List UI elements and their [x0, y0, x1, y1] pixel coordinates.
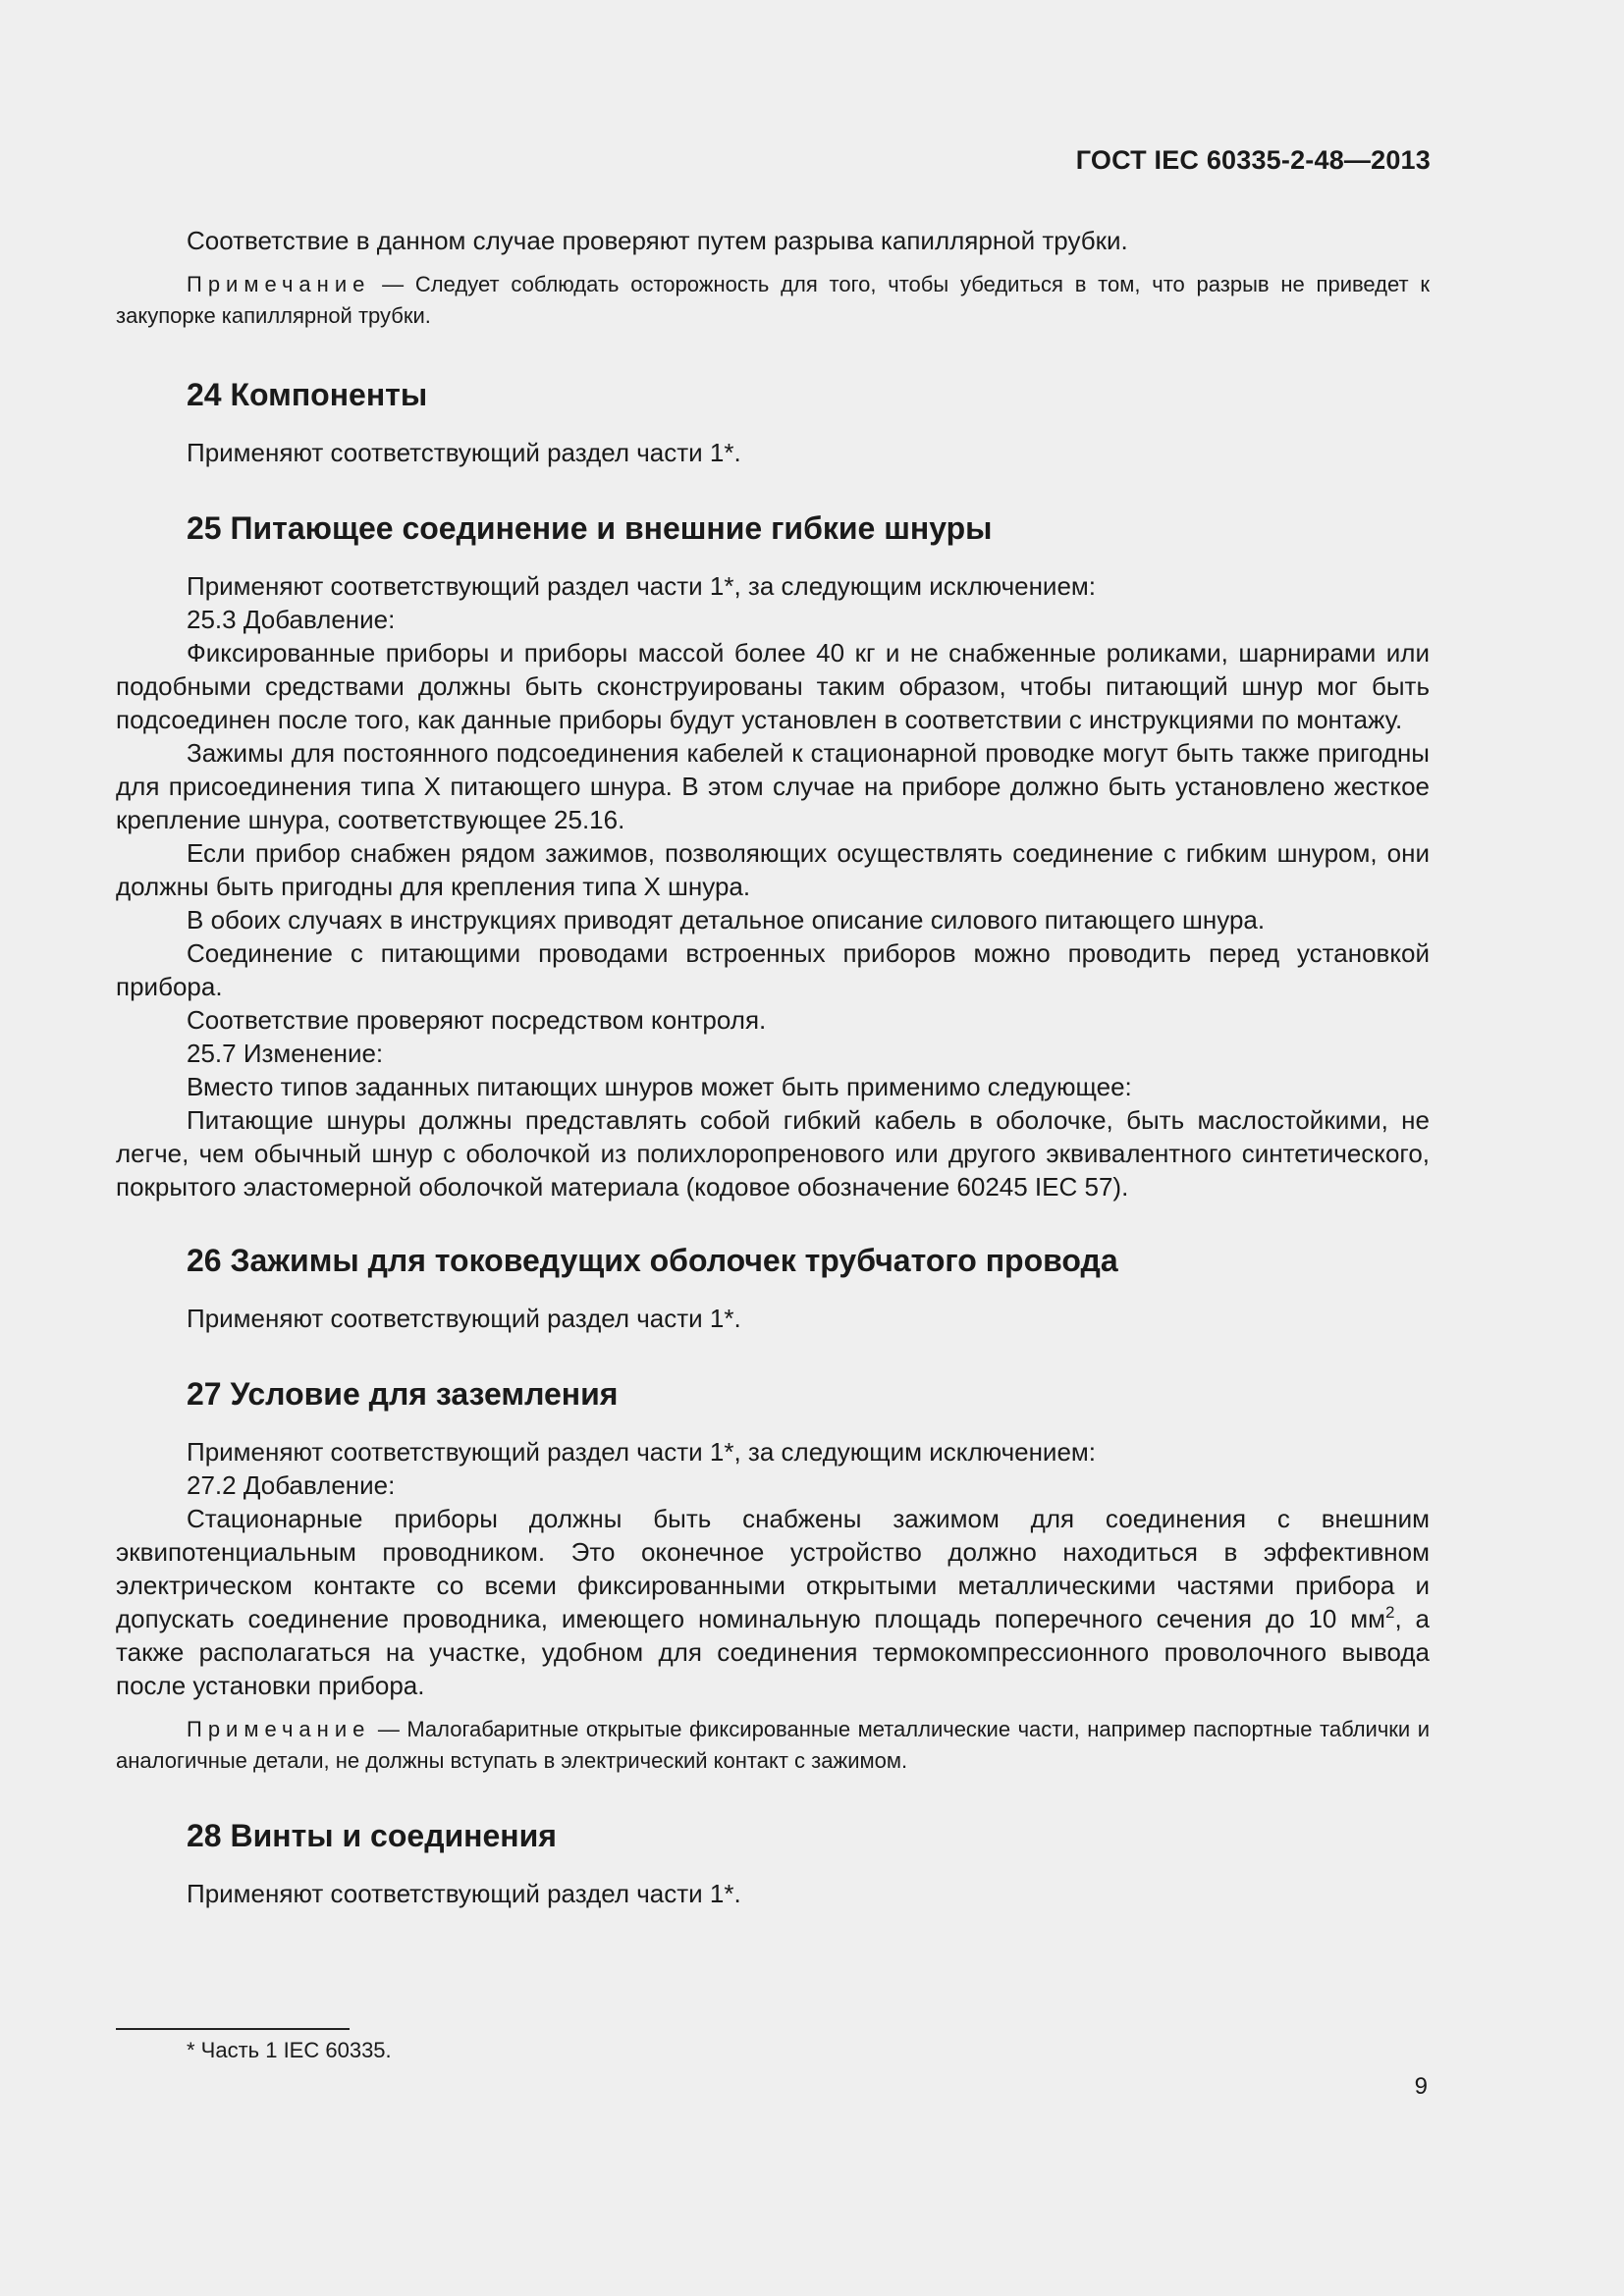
section-26-heading: 26 Зажимы для токоведущих оболочек трубчатого провода: [187, 1243, 1118, 1278]
section-25-paragraph-6: В обоих случаях в инструкциях приводят детальное описание силового питающего шнура.: [187, 905, 1266, 934]
section-24-paragraph: Применяют соответствующий раздел части 1*.: [187, 438, 741, 467]
footnote: * Часть 1 IEC 60335.: [187, 2038, 392, 2062]
section-25-paragraph-11: Питающие шнуры должны представлять собой гибкий кабель в оболочке, быть маслостойкими, не легче, чем обычный шнур с оболочкой из полихлоропренового или другого эквивалентного синтетического, покрытого эластомерной оболочкой материала (кодовое обозначение 60245 IEC 57).: [116, 1105, 1430, 1201]
section-25-paragraph-2: 25.3 Добавление:: [187, 605, 396, 634]
intro-paragraph: Соответствие в данном случае проверяют путем разрыва капиллярной трубки.: [187, 226, 1128, 255]
section-27-note: [116, 1714, 1430, 1777]
intro-note: [116, 269, 1430, 332]
note-dash: —: [370, 272, 415, 296]
section-25-paragraph-10: Вместо типов заданных питающих шнуров может быть применимо следующее:: [187, 1072, 1132, 1101]
footnote-divider: [116, 2028, 350, 2030]
section-25-heading: 25 Питающее соединение и внешние гибкие шнуры: [187, 510, 993, 546]
section-28-paragraph: Применяют соответствующий раздел части 1*.: [187, 1879, 741, 1908]
section-25-paragraph-9: 25.7 Изменение:: [187, 1039, 384, 1068]
section-25-paragraph-4: Зажимы для постоянного подсоединения кабелей к стационарной проводке могут быть также пригодны для присоединения типа X питающего шнура. В этом случае на приборе должно быть установлено жесткое крепление шнура, соответствующее 25.16.: [116, 738, 1430, 834]
superscript-2: 2: [1384, 1603, 1395, 1622]
section-27-paragraph-3-part-b: , а также располагаться на участке, удобном для соединения термокомпрессионного проволочного вывода после установки прибора.: [116, 1604, 1430, 1700]
section-25-paragraph-7: Соединение с питающими проводами встроенных приборов можно проводить перед установкой прибора.: [116, 938, 1430, 1001]
note-label: Примечание: [187, 1717, 371, 1741]
section-27-heading: 27 Условие для заземления: [187, 1376, 619, 1412]
note-text: Малогабаритные открытые фиксированные металлические части, например паспортные таблички и аналогичные детали, не должны вступать в электрический контакт с зажимом.: [116, 1717, 1430, 1773]
section-28-heading: 28 Винты и соединения: [187, 1818, 557, 1853]
section-27-paragraph-3: [116, 1502, 1430, 1702]
note-label: Примечание: [187, 272, 371, 296]
document-code-header: ГОСТ IEC 60335-2-48—2013: [1075, 145, 1431, 175]
page-number: 9: [1414, 2073, 1428, 2100]
section-25-paragraph-3: Фиксированные приборы и приборы массой более 40 кг и не снабженные роликами, шарнирами или подобными средствами должны быть сконструированы таким образом, чтобы питающий шнур мог быть подсоединен после того, как данные приборы будут установлен в соответствии с инструкциями по монтажу.: [116, 638, 1430, 734]
section-25-paragraph-8: Соответствие проверяют посредством контроля.: [187, 1005, 767, 1035]
section-25-paragraph-5: Если прибор снабжен рядом зажимов, позволяющих осуществлять соединение с гибким шнуром, они должны быть пригодны для крепления типа X шнура.: [116, 838, 1430, 901]
page-content: [116, 224, 1430, 1910]
note-dash: —: [370, 1717, 407, 1741]
section-25-paragraph-1: Применяют соответствующий раздел части 1*, за следующим исключением:: [187, 571, 1097, 601]
note-text: Следует соблюдать осторожность для того, чтобы убедиться в том, что разрыв не приведет к закупорке капиллярной трубки.: [116, 272, 1431, 328]
section-27-paragraph-2: 27.2 Добавление:: [187, 1470, 396, 1500]
section-27-paragraph-3-part-a: Стационарные приборы должны быть снабжены зажимом для соединения с внешним эквипотенциальным проводником. Это оконечное устройство должно находиться в эффективном электрическом контакте со всеми фиксированными открытыми металлическими частями прибора и допускать соединение проводника, имеющего номинальную площадь поперечного сечения до 10 мм: [116, 1504, 1430, 1633]
section-24-heading: 24 Компоненты: [187, 377, 428, 412]
section-27-paragraph-1: Применяют соответствующий раздел части 1*, за следующим исключением:: [187, 1437, 1097, 1467]
section-26-paragraph: Применяют соответствующий раздел части 1*.: [187, 1304, 741, 1333]
